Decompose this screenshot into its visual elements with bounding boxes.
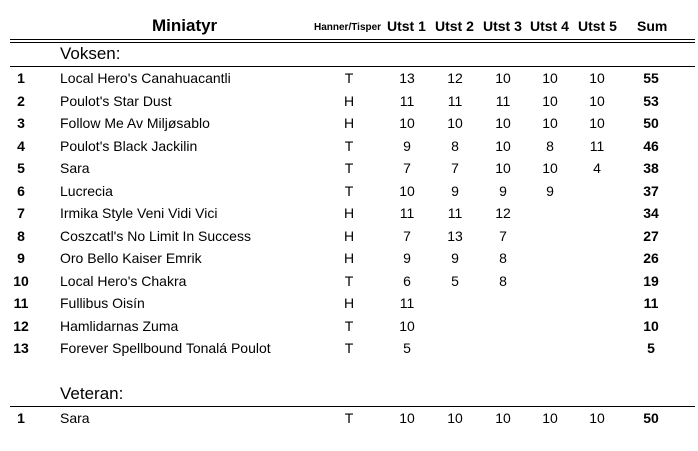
rank-cell: 1 [17, 70, 25, 86]
table-row [0, 315, 698, 337]
hanner-tisper-cell: H [343, 227, 355, 244]
utst-3-cell: 12 [495, 205, 511, 221]
sum-cell: 50 [643, 410, 659, 426]
hanner-tisper-cell: H [343, 295, 355, 311]
name-cell: Follow Me Av Miljøsablo [60, 115, 210, 131]
rank-cell: 6 [17, 182, 25, 199]
name-cell: Sara [60, 160, 90, 176]
utst-2-cell: 10 [447, 410, 463, 426]
utst-2-cell: 9 [451, 250, 459, 266]
table-row [0, 225, 698, 247]
hanner-tisper-cell: T [344, 182, 354, 199]
sum-cell: 11 [643, 295, 659, 311]
utst-1-cell: 6 [403, 272, 411, 289]
utst-1-cell: 10 [399, 182, 415, 199]
rank-cell: 7 [17, 205, 25, 221]
utst-1-cell: 10 [399, 317, 415, 334]
table-row [0, 270, 698, 292]
utst-4-cell: 9 [546, 182, 554, 199]
utst-3-cell: 10 [495, 160, 511, 176]
hanner-tisper-cell: T [344, 340, 354, 356]
table-row [0, 337, 698, 359]
table-title: Miniatyr [152, 16, 218, 35]
table-row [0, 247, 698, 269]
rank-cell: 13 [13, 340, 29, 356]
hanner-tisper-cell: T [344, 160, 354, 176]
rank-cell: 11 [13, 295, 29, 311]
rank-cell: 4 [17, 137, 25, 154]
utst-2-cell: 13 [447, 227, 463, 244]
rank-cell: 9 [17, 250, 25, 266]
sum-cell: 19 [643, 272, 659, 289]
name-cell: Local Hero's Canahuacantli [60, 70, 231, 86]
utst-4-cell: 8 [546, 137, 554, 154]
utst-2-cell: 11 [447, 205, 463, 221]
utst-1-cell: 11 [399, 205, 415, 221]
sum-cell: 26 [643, 250, 659, 266]
sum-cell: 50 [643, 115, 659, 131]
utst-2-cell: 11 [447, 92, 463, 109]
utst-2-cell: 8 [451, 137, 459, 154]
utst-1-cell: 9 [403, 250, 411, 266]
utst-5-cell: 4 [593, 160, 601, 176]
table-row [0, 157, 698, 179]
name-cell: Oro Bello Kaiser Emrik [60, 250, 202, 266]
utst-2-cell: 12 [447, 70, 463, 86]
utst-4-cell: 10 [542, 92, 558, 109]
sum-cell: 38 [643, 160, 659, 176]
table-row [0, 67, 698, 89]
sum-cell: 27 [643, 227, 659, 244]
rank-cell: 5 [17, 160, 25, 176]
utst-1-cell: 10 [399, 410, 415, 426]
utst-5-cell: 10 [589, 410, 605, 426]
utst-2-cell: 9 [451, 182, 459, 199]
name-cell: Irmika Style Veni Vidi Vici [60, 205, 218, 221]
utst-3-cell: 8 [499, 250, 507, 266]
sum-cell: 46 [643, 137, 659, 154]
utst-4-cell: 10 [542, 160, 558, 176]
utst-1-cell: 11 [399, 92, 415, 109]
rank-cell: 12 [13, 317, 29, 334]
utst-3-cell: 7 [499, 227, 507, 244]
utst-1-cell: 7 [403, 160, 411, 176]
header-utst-5: Utst 5 [578, 18, 617, 34]
utst-4-cell: 10 [542, 70, 558, 86]
hanner-tisper-cell: H [343, 205, 355, 221]
sum-cell: 53 [643, 92, 659, 109]
section-title-voksen: Voksen: [60, 44, 121, 63]
utst-1-cell: 11 [399, 295, 415, 311]
header-divider-top [10, 39, 695, 40]
header-sum: Sum [637, 18, 668, 34]
utst-1-cell: 10 [399, 115, 415, 131]
table-row [0, 90, 698, 112]
table-row [0, 112, 698, 134]
header-divider-bottom [10, 42, 695, 43]
table-row [0, 292, 698, 314]
hanner-tisper-cell: T [344, 272, 354, 289]
hanner-tisper-cell: T [344, 137, 354, 154]
utst-3-cell: 10 [495, 70, 511, 86]
table-row [0, 202, 698, 224]
section-title-veteran: Veteran: [60, 384, 124, 403]
header-utst-1: Utst 1 [387, 18, 426, 34]
header-utst-2: Utst 2 [435, 18, 474, 34]
sum-cell: 37 [643, 182, 659, 199]
rank-cell: 2 [17, 92, 25, 109]
utst-4-cell: 10 [542, 410, 558, 426]
name-cell: Poulot's Star Dust [60, 92, 172, 109]
utst-3-cell: 11 [495, 92, 511, 109]
table-row [0, 180, 698, 202]
sum-cell: 10 [643, 317, 659, 334]
utst-1-cell: 5 [403, 340, 411, 356]
hanner-tisper-cell: H [343, 250, 355, 266]
hanner-tisper-cell: T [344, 410, 354, 426]
utst-1-cell: 7 [403, 227, 411, 244]
table-row [0, 135, 698, 157]
sum-cell: 55 [643, 70, 659, 86]
utst-2-cell: 7 [451, 160, 459, 176]
utst-1-cell: 13 [399, 70, 415, 86]
utst-3-cell: 10 [495, 410, 511, 426]
rank-cell: 8 [17, 227, 25, 244]
utst-1-cell: 9 [403, 137, 411, 154]
utst-3-cell: 10 [495, 137, 511, 154]
hanner-tisper-cell: T [344, 317, 354, 334]
name-cell: Lucrecia [60, 182, 113, 199]
utst-5-cell: 10 [589, 115, 605, 131]
name-cell: Coszcatl's No Limit In Success [60, 227, 251, 244]
utst-4-cell: 10 [542, 115, 558, 131]
header-utst-3: Utst 3 [483, 18, 522, 34]
sum-cell: 5 [647, 340, 655, 356]
name-cell: Sara [60, 410, 90, 426]
utst-3-cell: 10 [495, 115, 511, 131]
rank-cell: 3 [17, 115, 25, 131]
name-cell: Forever Spellbound Tonalá Poulot [60, 340, 271, 356]
name-cell: Local Hero's Chakra [60, 272, 187, 289]
hanner-tisper-cell: H [343, 92, 355, 109]
hanner-tisper-cell: T [344, 70, 354, 86]
utst-3-cell: 8 [499, 272, 507, 289]
rank-cell: 1 [17, 410, 25, 426]
utst-5-cell: 11 [589, 137, 605, 154]
table-row [0, 407, 698, 429]
utst-3-cell: 9 [499, 182, 507, 199]
name-cell: Hamlidarnas Zuma [60, 317, 179, 334]
utst-5-cell: 10 [589, 70, 605, 86]
name-cell: Fullibus Oisín [60, 295, 145, 311]
utst-2-cell: 5 [451, 272, 459, 289]
sum-cell: 34 [643, 205, 659, 221]
hanner-tisper-cell: H [343, 115, 355, 131]
rank-cell: 10 [13, 272, 29, 289]
utst-5-cell: 10 [589, 92, 605, 109]
header-utst-4: Utst 4 [530, 18, 569, 34]
utst-2-cell: 10 [447, 115, 463, 131]
header-hanner-tisper: Hanner/Tisper [314, 22, 382, 33]
name-cell: Poulot's Black Jackilin [60, 137, 198, 154]
